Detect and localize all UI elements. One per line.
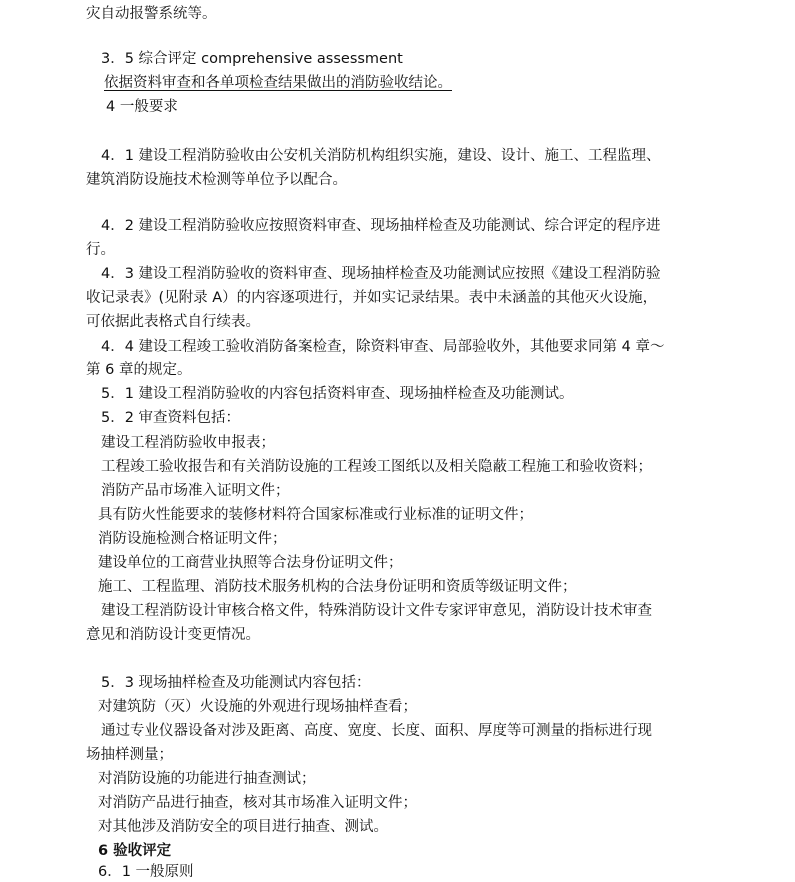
list-item: 消防产品市场准入证明文件；	[101, 483, 290, 499]
clause-4-2: 4．2 建设工程消防验收应按照资料审查、现场抽样检查及功能测试、综合评定的程序进	[101, 218, 661, 234]
section-heading-4: 4 一般要求	[106, 99, 178, 115]
list-item: 对消防设施的功能进行抽查测试；	[98, 771, 316, 787]
list-item: 工程竣工验收报告和有关消防设施的工程竣工图纸以及相关隐蔽工程施工和验收资料；	[101, 459, 652, 475]
text-line: 建筑消防设施技术检测等单位予以配合。	[86, 172, 347, 188]
text-line: 场抽样测量；	[86, 747, 173, 763]
list-item: 对消防产品进行抽查，核对其市场准入证明文件；	[98, 795, 417, 811]
clause-5-3: 5．3 现场抽样检查及功能测试内容包括：	[101, 675, 371, 691]
text-line: 意见和消防设计变更情况。	[86, 627, 260, 643]
definition-text: 依据资料审查和各单项检查结果做出的消防验收结论。	[104, 75, 452, 91]
list-item: 建设单位的工商营业执照等合法身份证明文件；	[98, 555, 403, 571]
list-item: 建设工程消防设计审核合格文件，特殊消防设计文件专家评审意见，消防设计技术审查	[101, 603, 652, 619]
list-item: 对其他涉及消防安全的项目进行抽查、测试。	[98, 819, 388, 835]
text-line: 灾自动报警系统等。	[86, 6, 217, 22]
clause-4-3: 4．3 建设工程消防验收的资料审查、现场抽样检查及功能测试应按照《建设工程消防验	[101, 266, 661, 282]
text-line: 第 6 章的规定。	[86, 362, 192, 378]
clause-4-4: 4．4 建设工程竣工验收消防备案检查，除资料审查、局部验收外，其他要求同第 4 章～	[101, 339, 665, 355]
section-heading-6: 6 验收评定	[98, 843, 172, 859]
list-item: 建设工程消防验收申报表；	[101, 435, 275, 451]
clause-6-1: 6．1 一般原则	[98, 864, 194, 880]
text-line: 可依据此表格式自行续表。	[86, 314, 260, 330]
section-heading-3-5: 3．5 综合评定 comprehensive assessment	[101, 51, 403, 67]
clause-4-1: 4．1 建设工程消防验收由公安机关消防机构组织实施，建设、设计、施工、工程监理、	[101, 148, 661, 164]
list-item: 对建筑防（灭）火设施的外观进行现场抽样查看；	[98, 699, 417, 715]
clause-5-1: 5．1 建设工程消防验收的内容包括资料审查、现场抽样检查及功能测试。	[101, 386, 574, 402]
list-item: 具有防火性能要求的装修材料符合国家标准或行业标准的证明文件；	[98, 507, 533, 523]
list-item: 通过专业仪器设备对涉及距离、高度、宽度、长度、面积、厚度等可测量的指标进行现	[101, 723, 652, 739]
text-line: 收记录表》(见附录 A）的内容逐项进行，并如实记录结果。表中未涵盖的其他灭火设施，	[86, 290, 658, 306]
list-item: 施工、工程监理、消防技术服务机构的合法身份证明和资质等级证明文件；	[98, 579, 577, 595]
list-item: 消防设施检测合格证明文件；	[98, 531, 287, 547]
clause-5-2: 5．2 审查资料包括：	[101, 410, 241, 426]
text-line: 行。	[86, 242, 115, 258]
